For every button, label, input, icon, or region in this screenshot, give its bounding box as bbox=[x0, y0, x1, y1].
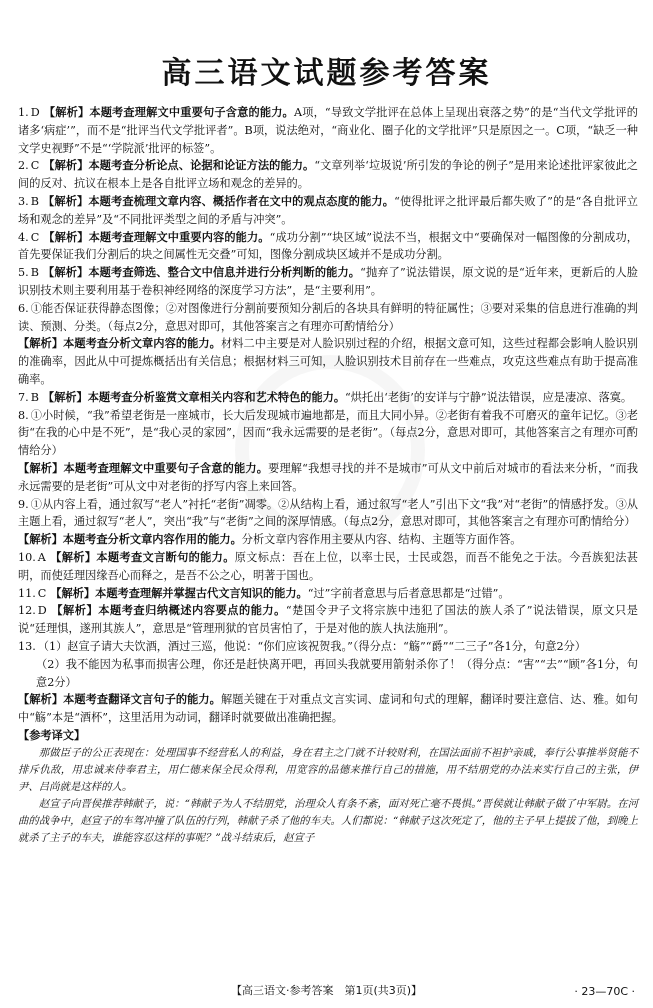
analysis-tag: 【解析】 bbox=[43, 158, 89, 173]
analysis-tag: 【解析】 bbox=[42, 389, 88, 404]
reference-translation-title: 【参考译文】 bbox=[18, 728, 86, 742]
footer-page-info: 【高三语文·参考答案 第1页(共3页)】 bbox=[230, 984, 423, 997]
analysis-tag: 【解析】 bbox=[49, 549, 97, 564]
answer-item bbox=[18, 407, 638, 460]
analysis-tag: 【解析】 bbox=[50, 585, 96, 600]
answer-analysis bbox=[18, 691, 638, 727]
translation-paragraph: 赵宣子向晋侯推荐韩献子，说：“韩献子为人不结朋党，治理众人有条不紊，面对死亡毫不畏惧。”晋侯就让韩献子做了中军尉。在河曲的战争中，赵宣子的车驾冲撞了队伍的行列，韩献子杀了他的车夫。人们都说：“韩献子这次死定了，他的主子早上提拔了他，到晚上就杀了主子的车夫，谁能容忍这样的事呢？”战斗结束后，赵宣子 bbox=[18, 797, 638, 844]
page-title: 高三语文试题参考答案 bbox=[161, 56, 492, 91]
question-number: 5. bbox=[18, 266, 29, 280]
item-body: 解题关键在于对重点文言实词、虚词和句式的理解，翻译时要注意信、达、雅。如句中“觞”本是“酒杯”，这里活用为动词，翻译时就要做出准确把握。 bbox=[18, 693, 638, 725]
analysis-lead: 本题考查翻译文言句子的能力。 bbox=[63, 692, 221, 707]
answer-item bbox=[18, 300, 638, 336]
question-number: 3. bbox=[18, 194, 29, 208]
question-number: 13. bbox=[18, 639, 36, 653]
item-body: ①小时候，“我”希望老街是一座城市，长大后发现城市遍地都是，而且大同小异。②老街有着我不可磨灭的童年记忆。③老街“在我的心中是不死”，是“我心灵的家园”，因而“我永远需要的是老街”。（每点2分，意思对即可，其他答案言之有理亦可酌情给分） bbox=[18, 408, 638, 458]
question-number: 11. bbox=[18, 586, 36, 600]
question-number: 8. bbox=[18, 408, 29, 422]
item-body: 材料二中主要是对人脸识别过程的介绍，根据文意可知，这些过程都会影响人脸识别的准确率，因此从中可提炼概括出有关信息；根据材料三可知，人脸识别技术目前存在一些难点，攻克这些难点有助于提高准确率。 bbox=[18, 337, 638, 386]
analysis-tag: 【解析】 bbox=[43, 229, 89, 244]
item-body: ①从内容上看，通过叙写“老人”衬托“老街”凋零。②从结构上看，通过叙写“老人”引出下文“我”对“老街”的情感抒发。③从主题上看，通过叙写“老人”，突出“我”与“老街”之间的深厚情感。（每点2分，意思对即可，其他答案言之有理亦可酌情给分） bbox=[18, 497, 638, 529]
analysis-tag: 【解析】 bbox=[50, 603, 99, 618]
analysis-lead: 本题考查分析文章内容作用的能力。 bbox=[62, 532, 242, 547]
answer-analysis bbox=[18, 460, 638, 496]
answer-item bbox=[18, 638, 638, 656]
item-body: （2）我不能因为私事而损害公理，你还是赶快离开吧，再回头我就要用箭射杀你了！（得分点：“害”“去”“顾”各1分，句意2分） bbox=[36, 657, 638, 689]
analysis-tag: 【解析】 bbox=[18, 692, 64, 707]
analysis-lead: 本题考查分析论点、论据和论证方法的能力。 bbox=[88, 158, 315, 173]
answer-choice: B bbox=[30, 266, 39, 280]
analysis-tag: 【解析】 bbox=[18, 336, 64, 351]
item-body: （1）赵宣子请大夫饮酒，酒过三巡，他说：“你们应该祝贺我。”（得分点：“觞”“爵”“二三子”各1分，句意2分） bbox=[37, 639, 586, 653]
answer-analysis bbox=[18, 531, 638, 549]
footer-code: · 23—70C · bbox=[574, 985, 635, 998]
answer-choice: C bbox=[30, 230, 40, 244]
question-number: 6. bbox=[18, 301, 29, 315]
analysis-lead: 本题考查分析鉴赏文章相关内容和艺术特色的能力。 bbox=[87, 389, 346, 404]
item-body: “楚国令尹子文将宗族中违犯了国法的族人杀了”说法错误，原文只是说“廷理惧，遂刑其族人”，意思是“管理刑狱的官员害怕了，于是对他的族人执法施刑”。 bbox=[18, 604, 638, 636]
answer-choice: B bbox=[30, 194, 39, 208]
item-body: “烘托出‘老街’的安详与宁静”说法错误，应是凄凉、落寞。 bbox=[345, 390, 633, 404]
item-body: A项，“导致文学批评在总体上呈现出衰落之势”的是“当代文学批评的诸多‘病症’”，而不是“批评当代文学批评者”。B项，说法绝对，“商业化、圈子化的文学批评”只是原因之一。C项，“缺乏一种文学史视野”不是“‘学院派’批评的标签”。 bbox=[18, 106, 638, 155]
answer-item bbox=[18, 389, 638, 407]
item-body: 分析文章内容作用主要从内容、结构、主题等方面作答。 bbox=[241, 533, 522, 547]
item-body: “成功分割”“块区域”说法不当，根据文中“要确保对一幅图像的分割成功，首先要保证我们分割后的块之间属性无交叠”可知，图像分割成块区域并不是成功分割。 bbox=[18, 230, 638, 262]
question-number: 4. bbox=[18, 230, 29, 244]
analysis-tag: 【解析】 bbox=[43, 105, 90, 119]
question-number: 7. bbox=[18, 390, 29, 404]
item-body: 要理解“我想寻找的并不是城市”可从文中前后对城市的看法来分析，“而我永远需要的是老街”可从文中对老街的抒写内容上来回答。 bbox=[18, 461, 638, 493]
answer-item bbox=[18, 104, 638, 157]
translation-paragraph: 那做臣子的公正表现在：处理国事不经营私人的利益，身在君主之门就不计较财利，在国法面前不袒护亲戚，奉行公事推举贤能不排斥仇敌，用忠诚来侍奉君主，用仁德来保全民众得利，用宽容的品德来推行自己的措施，用不结朋党的办法来实行自己的主张，伊尹、吕尚就是这样的人。 bbox=[18, 746, 638, 793]
analysis-tag: 【解析】 bbox=[18, 532, 63, 547]
answer-item bbox=[18, 193, 638, 229]
answer-choice: C bbox=[37, 586, 47, 600]
analysis-tag: 【解析】 bbox=[42, 265, 89, 280]
analysis-tag: 【解析】 bbox=[42, 193, 89, 208]
item-body: 原文标点：吾在上位，以率士民，士民或怨，而吾不能免之于法。今吾族犯法甚明，而使廷理因缘吾心而释之，是吾不公之心，明著于国也。 bbox=[18, 550, 638, 582]
answer-item bbox=[18, 264, 638, 300]
analysis-lead: 本题考查筛选、整合文中信息并进行分析判断的能力。 bbox=[88, 265, 361, 280]
item-body: “抛弃了”说法错误，原文说的是“近年来，更新后的人脸识别技术则主要利用基于卷积神经网络的深度学习方法”，是“主要利用”。 bbox=[18, 266, 638, 297]
question-number: 10. bbox=[18, 550, 36, 564]
answer-choice: D bbox=[37, 604, 47, 618]
analysis-lead: 本题考查归纳概述内容要点的能力。 bbox=[98, 603, 286, 618]
answer-item bbox=[18, 585, 638, 603]
analysis-tag: 【解析】 bbox=[18, 460, 64, 475]
answer-choice: B bbox=[30, 390, 39, 404]
analysis-lead: 本题考查理解文中重要内容的能力。 bbox=[88, 229, 270, 244]
analysis-lead: 本题考查理解文中重要句子含意的能力。 bbox=[63, 460, 269, 475]
question-number: 12. bbox=[18, 604, 36, 618]
question-number: 2. bbox=[18, 159, 29, 173]
answer-choice: A bbox=[37, 550, 46, 564]
answer-item bbox=[18, 549, 638, 585]
answer-choice: C bbox=[30, 159, 40, 173]
analysis-lead: 本题考查梳理文章内容、概括作者在文中的观点态度的能力。 bbox=[88, 193, 395, 208]
answer-content bbox=[18, 104, 638, 847]
answer-item bbox=[18, 157, 638, 193]
analysis-lead: 本题考查理解文中重要句子含意的能力。 bbox=[89, 105, 294, 119]
answer-choice: D bbox=[30, 106, 40, 119]
analysis-lead: 本题考查分析文章内容的能力。 bbox=[63, 336, 221, 351]
answer-item-13-part-2 bbox=[18, 656, 638, 692]
item-body: “文章列举‘垃圾说’所引发的争论的例子”是用来论述批评家彼此之间的反对、抗议在根本上是各自批评立场和观念的差异的。 bbox=[18, 159, 638, 191]
answer-item bbox=[18, 496, 638, 532]
item-body: ①能否保证获得静态图像；②对图像进行分割前要预知分割后的各块具有鲜明的特征属性；③要对采集的信息进行准确的判读、预测、分类。（每点2分，意思对即可，其他答案言之有理亦可酌情给分） bbox=[18, 301, 638, 333]
analysis-lead: 本题考查文言断句的能力。 bbox=[96, 549, 235, 564]
question-number: 1. bbox=[18, 106, 29, 119]
answer-item bbox=[18, 229, 638, 265]
question-number: 9. bbox=[18, 497, 29, 511]
answer-analysis bbox=[18, 335, 638, 388]
item-body: “使得批评之批评最后都失败了”的是“各自批评立场和观念的差异”及“不同批评类型之间的矛盾与冲突”。 bbox=[18, 194, 638, 226]
analysis-lead: 本题考查理解并掌握古代文言知识的能力。 bbox=[95, 585, 308, 600]
answer-item bbox=[18, 602, 638, 638]
item-body: “过”字前者意思与后者意思都是“过错”。 bbox=[307, 586, 510, 600]
